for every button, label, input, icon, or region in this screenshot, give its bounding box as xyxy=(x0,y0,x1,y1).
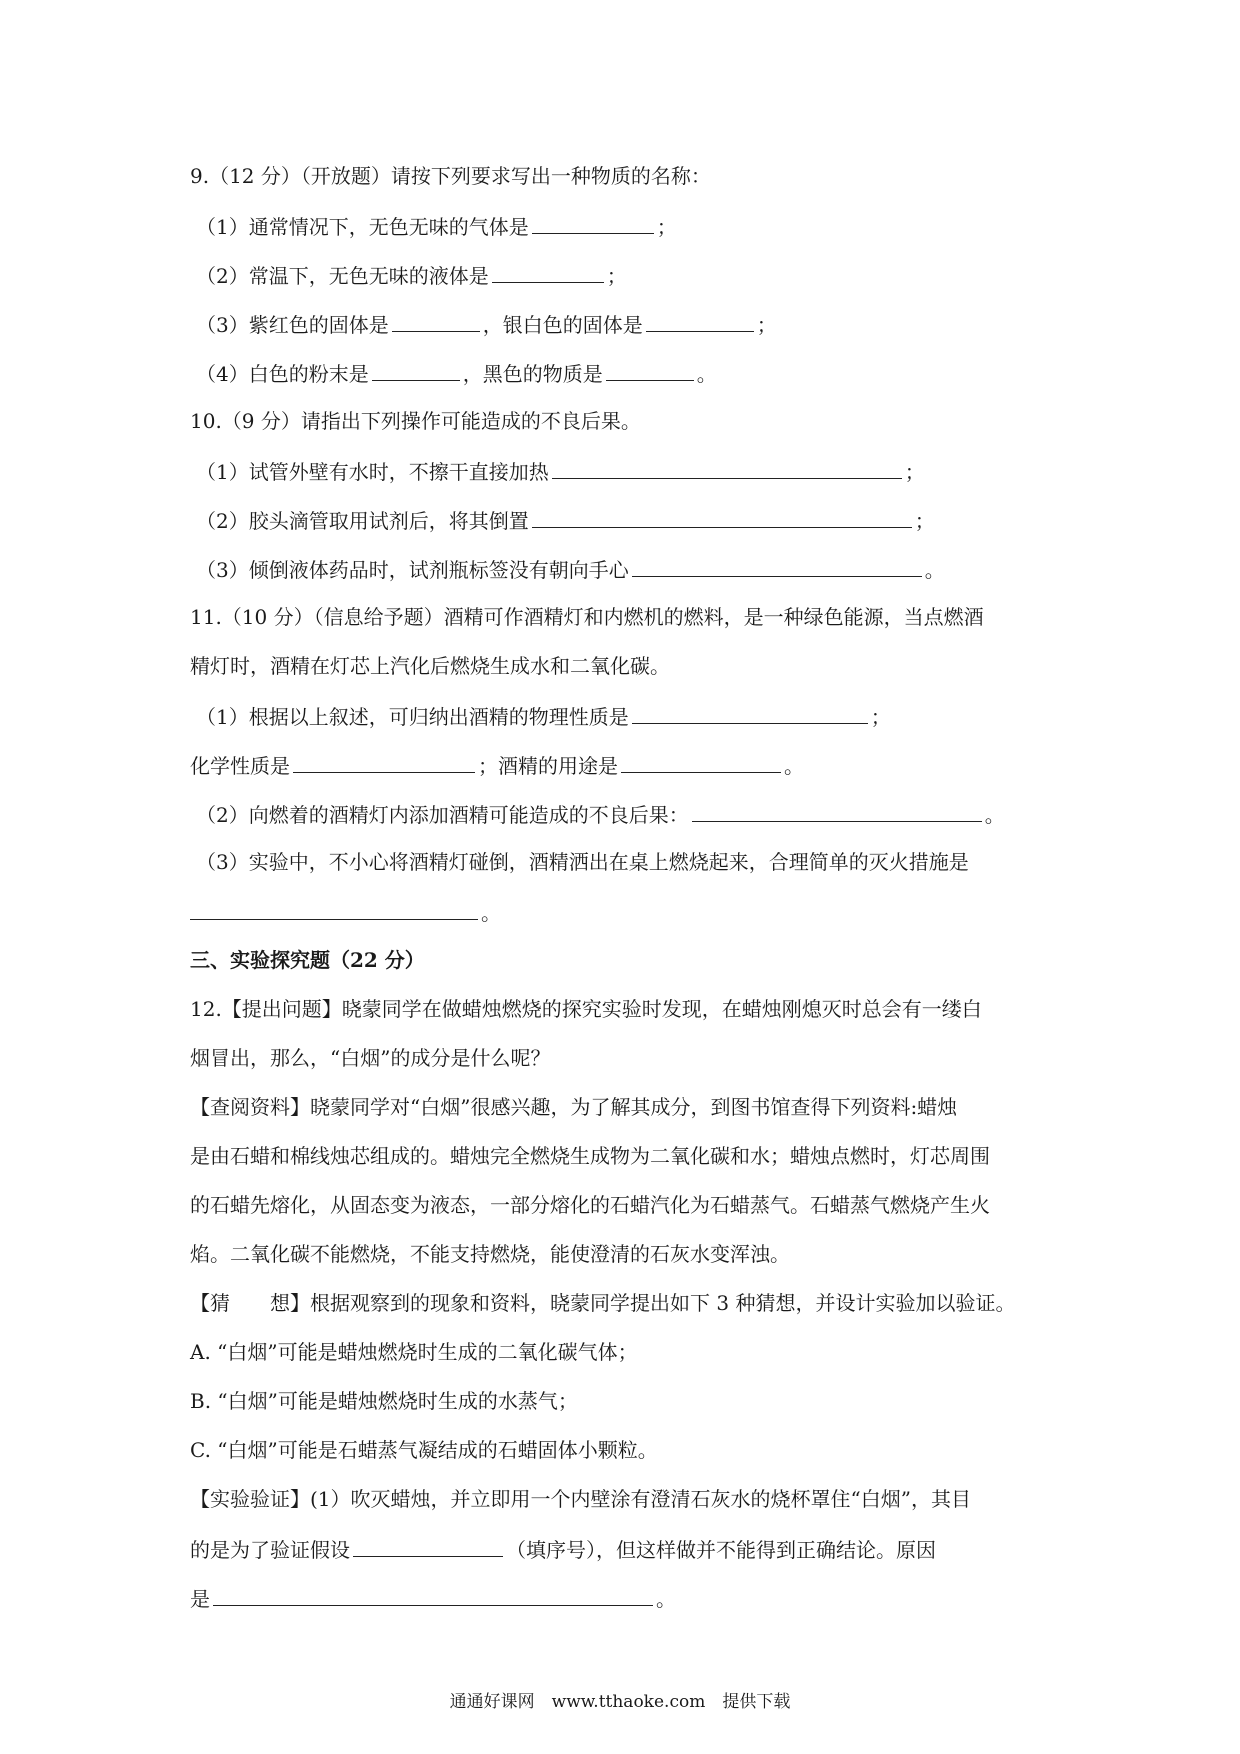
q12-line10-end: 。 xyxy=(656,1587,676,1611)
answer-blank[interactable] xyxy=(606,358,694,381)
q10-part3-end: 。 xyxy=(924,558,945,582)
answer-blank[interactable] xyxy=(213,1583,653,1606)
q9-part1-end: ； xyxy=(656,215,677,239)
q9-part2-end: ； xyxy=(606,264,627,288)
q11-part1b-text-b: ；酒精的用途是 xyxy=(478,754,618,778)
q12-line3: 【查阅资料】晓蒙同学对“白烟”很感兴趣，为了解其成分，到图书馆查得下列资料:蜡烛 xyxy=(190,1095,958,1119)
q10-part3-text: （3）倾倒液体药品时，试剂瓶标签没有朝向手心 xyxy=(196,558,629,582)
answer-blank[interactable] xyxy=(392,309,480,332)
answer-blank[interactable] xyxy=(353,1534,503,1557)
q11-part1-end: ； xyxy=(870,705,891,729)
q12-option-c: C. “白烟”可能是石蜡蒸气凝结成的石蜡固体小颗粒。 xyxy=(190,1438,658,1462)
answer-blank[interactable] xyxy=(632,554,922,577)
q10-part2-end: ； xyxy=(914,509,935,533)
answer-blank[interactable] xyxy=(692,799,982,822)
q9-part4-text-b: ，黑色的物质是 xyxy=(462,362,603,386)
answer-blank[interactable] xyxy=(632,701,868,724)
q11-part1-continued xyxy=(190,750,1070,780)
q9-part3-text-a: （3）紫红色的固体是 xyxy=(196,313,389,337)
page-footer: 通通好课网 www.tthaoke.com 提供下载 xyxy=(449,1692,791,1712)
q11-part2-end: 。 xyxy=(984,803,1005,827)
q12-line8: 【实验验证】(1）吹灭蜡烛，并立即用一个内壁涂有澄清石灰水的烧杯罩住“白烟”，其目 xyxy=(190,1487,971,1511)
q11-part3-answer xyxy=(190,897,1070,927)
q12-line10-text: 是 xyxy=(190,1587,210,1611)
q9-part4-end: 。 xyxy=(696,362,717,386)
q9-part3-end: ； xyxy=(756,313,777,337)
q11-part1 xyxy=(196,701,1076,731)
q12-line9-text-a: 的是为了验证假设 xyxy=(190,1538,350,1562)
q11-title-line1: 11.（10 分）（信息给予题）酒精可作酒精灯和内燃机的燃料，是一种绿色能源，当点燃酒 xyxy=(190,605,984,629)
q9-part4-text-a: （4）白色的粉末是 xyxy=(196,362,369,386)
q12-line4: 是由石蜡和棉线烛芯组成的。蜡烛完全燃烧生成物为二氧化碳和水；蜡烛点燃时，灯芯周围 xyxy=(190,1144,990,1168)
q10-part2-text: （2）胶头滴管取用试剂后，将其倒置 xyxy=(196,509,529,533)
q12-option-a: A. “白烟”可能是蜡烛燃烧时生成的二氧化碳气体； xyxy=(190,1340,638,1364)
q10-title: 10.（9 分）请指出下列操作可能造成的不良后果。 xyxy=(190,409,641,433)
answer-blank[interactable] xyxy=(646,309,754,332)
answer-blank[interactable] xyxy=(532,211,654,234)
section-heading: 三、实验探究题（22 分） xyxy=(190,948,425,972)
q12-line9-text-b: （填序号），但这样做并不能得到正确结论。原因 xyxy=(506,1538,936,1562)
q9-part2 xyxy=(196,260,1076,290)
q12-line5: 的石蜡先熔化，从固态变为液态，一部分熔化的石蜡汽化为石蜡蒸气。石蜡蒸气燃烧产生火 xyxy=(190,1193,990,1217)
q12-line2: 烟冒出，那么，“白烟”的成分是什么呢？ xyxy=(190,1046,551,1070)
q12-option-b: B. “白烟”可能是蜡烛燃烧时生成的水蒸气； xyxy=(190,1389,578,1413)
q10-part1-text: （1）试管外壁有水时，不擦干直接加热 xyxy=(196,460,549,484)
answer-blank[interactable] xyxy=(293,750,475,773)
q11-part1-text: （1）根据以上叙述，可归纳出酒精的物理性质是 xyxy=(196,705,629,729)
q12-line10 xyxy=(190,1583,1070,1613)
q11-title-line2: 精灯时，酒精在灯芯上汽化后燃烧生成水和二氧化碳。 xyxy=(190,654,670,678)
answer-blank[interactable] xyxy=(492,260,604,283)
q11-part3: （3）实验中，不小心将酒精灯碰倒，酒精洒出在桌上燃烧起来，合理简单的灭火措施是 xyxy=(196,850,969,874)
answer-blank[interactable] xyxy=(621,750,781,773)
q11-part1b-text-a: 化学性质是 xyxy=(190,754,290,778)
q12-line9 xyxy=(190,1534,1070,1564)
q11-part2 xyxy=(196,799,1076,829)
q10-part2 xyxy=(196,505,1076,535)
q9-part1 xyxy=(196,211,1076,241)
q9-title: 9.（12 分）（开放题）请按下列要求写出一种物质的名称： xyxy=(190,164,711,188)
q12-line7: 【猜 想】根据观察到的现象和资料，晓蒙同学提出如下 3 种猜想，并设计实验加以验证。 xyxy=(190,1291,1016,1315)
answer-blank[interactable] xyxy=(190,897,478,920)
q10-part1-end: ； xyxy=(904,460,925,484)
q9-part2-text: （2）常温下，无色无味的液体是 xyxy=(196,264,489,288)
q9-part3 xyxy=(196,309,1076,339)
q11-part1b-end: 。 xyxy=(784,754,804,778)
q11-part2-text: （2）向燃着的酒精灯内添加酒精可能造成的不良后果： xyxy=(196,803,689,827)
answer-blank[interactable] xyxy=(552,456,902,479)
q11-part3-end: 。 xyxy=(481,901,501,925)
q12-line1: 12.【提出问题】晓蒙同学在做蜡烛燃烧的探究实验时发现，在蜡烛刚熄灭时总会有一缕白 xyxy=(190,997,982,1021)
q10-part1 xyxy=(196,456,1076,486)
q9-part1-text: （1）通常情况下，无色无味的气体是 xyxy=(196,215,529,239)
q9-part3-text-b: ，银白色的固体是 xyxy=(482,313,643,337)
q10-part3 xyxy=(196,554,1076,584)
answer-blank[interactable] xyxy=(532,505,912,528)
q9-part4 xyxy=(196,358,1076,388)
q12-line6: 焰。二氧化碳不能燃烧，不能支持燃烧，能使澄清的石灰水变浑浊。 xyxy=(190,1242,790,1266)
answer-blank[interactable] xyxy=(372,358,460,381)
